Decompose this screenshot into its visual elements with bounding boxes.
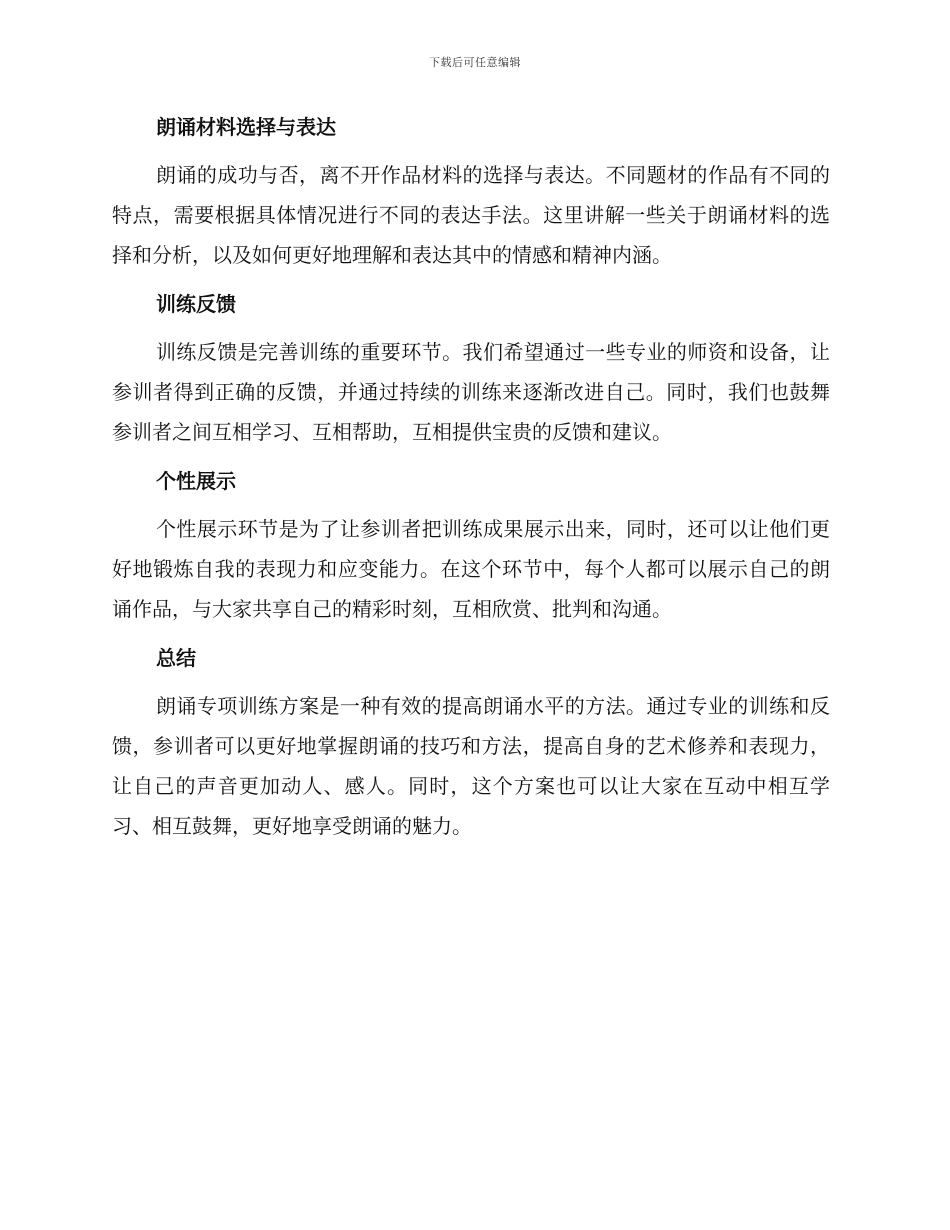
page-header: 下载后可任意编辑 — [429, 56, 521, 69]
section-paragraph: 朗诵专项训练方案是一种有效的提高朗诵水平的方法。通过专业的训练和反馈，参训者可以更好地掌握朗诵的技巧和方法，提高自身的艺术修养和表现力，让自己的声音更加动人、感人。同时，这个方案也可以让大家在互动中相互学习、相互鼓舞，更好地享受朗诵的魅力。 — [112, 694, 830, 838]
section-heading: 个性展示 — [156, 469, 236, 493]
section-personal-showcase — [112, 462, 830, 629]
document-content — [112, 108, 830, 856]
section-training-feedback — [112, 285, 830, 452]
section-heading: 总结 — [156, 646, 196, 670]
section-paragraph: 个性展示环节是为了让参训者把训练成果展示出来，同时，还可以让他们更好地锻炼自我的表现力和应变能力。在这个环节中，每个人都可以展示自己的朗诵作品，与大家共享自己的精彩时刻，互相欣赏、批判和沟通。 — [112, 517, 830, 621]
section-material-selection — [112, 108, 830, 275]
section-summary — [112, 639, 830, 846]
section-paragraph: 朗诵的成功与否，离不开作品材料的选择与表达。不同题材的作品有不同的特点，需要根据具体情况进行不同的表达手法。这里讲解一些关于朗诵材料的选择和分析，以及如何更好地理解和表达其中的情感和精神内涵。 — [112, 163, 830, 267]
section-paragraph: 训练反馈是完善训练的重要环节。我们希望通过一些专业的师资和设备，让参训者得到正确的反馈，并通过持续的训练来逐渐改进自己。同时，我们也鼓舞参训者之间互相学习、互相帮助，互相提供宝贵的反馈和建议。 — [112, 340, 830, 444]
section-heading: 朗诵材料选择与表达 — [156, 115, 336, 139]
section-heading: 训练反馈 — [156, 292, 236, 316]
